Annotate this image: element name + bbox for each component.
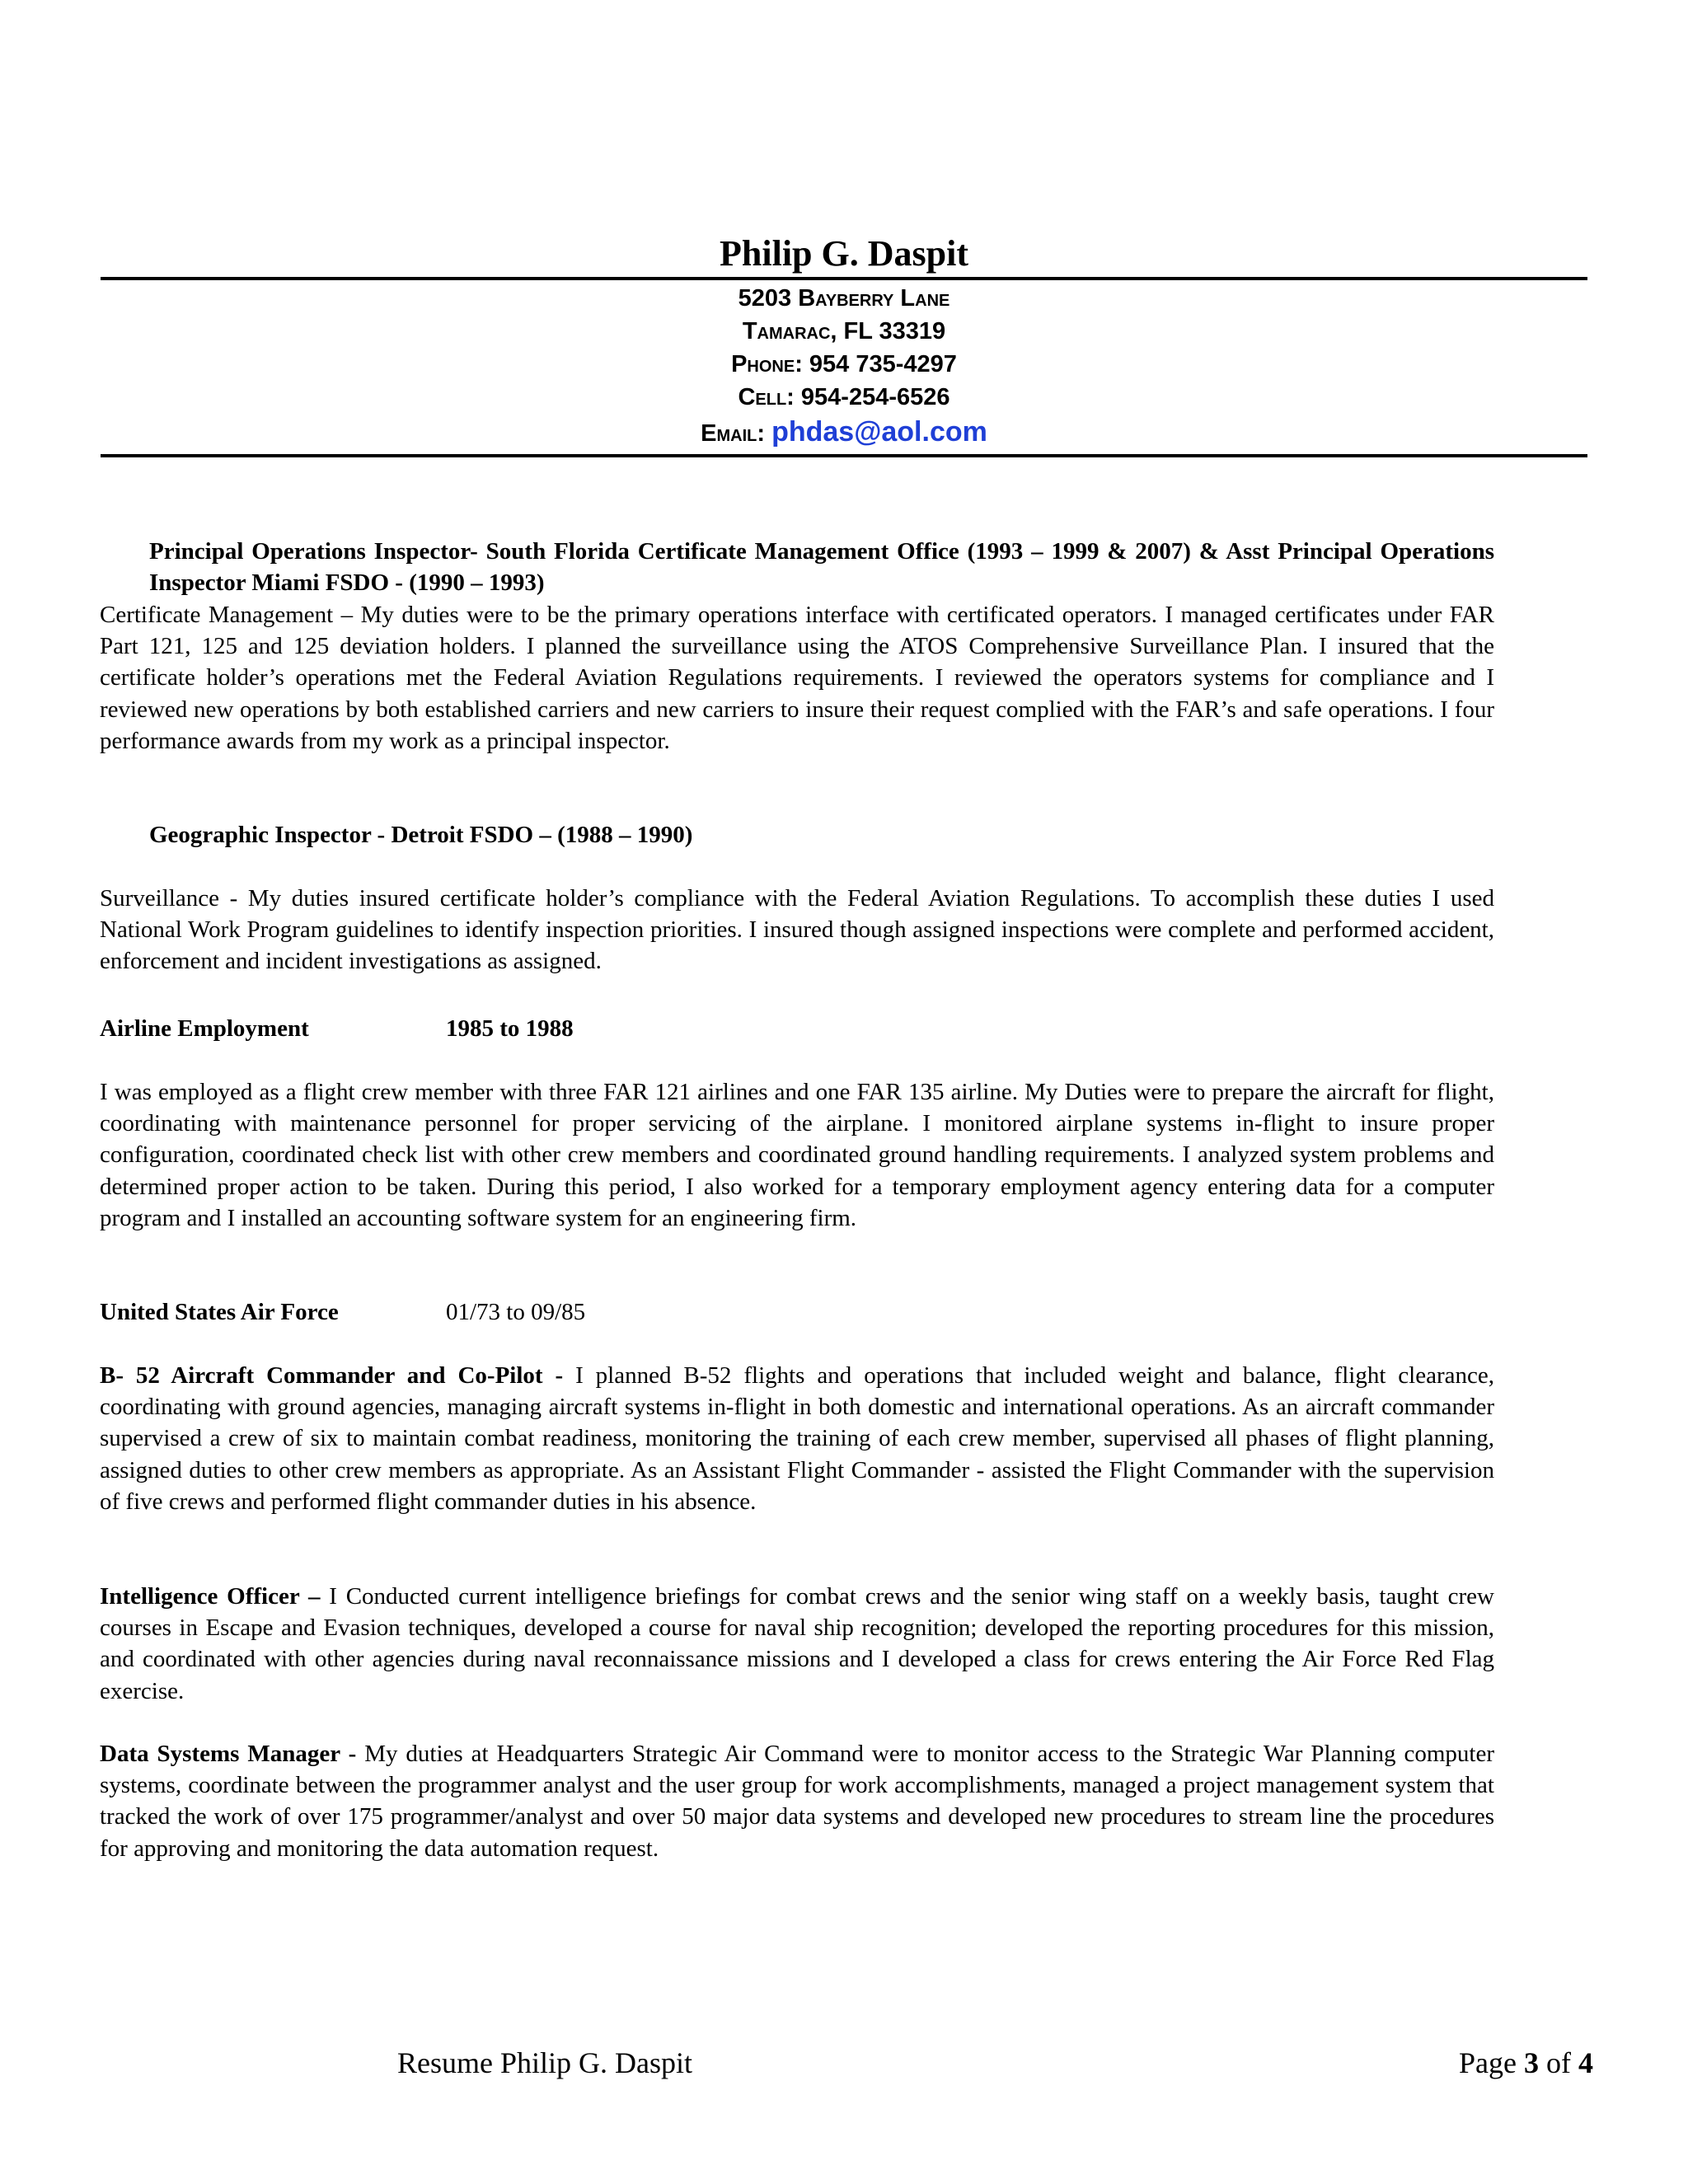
- email-label: Email:: [701, 420, 766, 447]
- b52-heading: B- 52 Aircraft Commander and Co-Pilot -: [100, 1362, 564, 1389]
- poi-heading: Principal Operations Inspector- South Florida Certificate Management Office (1993 – 1999 & 2007) & Asst Principal Operations Inspector Miami FSDO - (1990 – 1993): [149, 538, 1494, 597]
- intel-description: I Conducted current intelligence briefings for combat crews and the senior wing staff on a weekly basis, taught crew courses in Escape and Evasion techniques, developed a course for naval ship recognition; developed the reporting procedures for this mission, and coordinated with other agencies during naval reconnaissance missions and I developed a class for crews entering the Air Force Red Flag exercise.: [100, 1583, 1494, 1704]
- email-line: [0, 418, 1688, 448]
- header-bottom-rule: [101, 454, 1587, 457]
- address-line-1: 5203 Bayberry Lane: [738, 285, 950, 312]
- intel-entry: [100, 1581, 1494, 1707]
- airline-description: I was employed as a flight crew member with three FAR 121 airlines and one FAR 135 airline. My Duties were to prepare the aircraft for flight, coordinating with maintenance personnel for proper servicing of the airplane. I monitored airplane systems in-flight to insure proper configuration, coordinated check list with other crew members and coordinated ground handling requirements. I analyzed system problems and determined proper action to be taken. During this period, I also worked for a temporary employment agency entering data for a computer program and I installed an accounting software system for an engineering firm.: [100, 1079, 1494, 1231]
- data-systems-heading: Data Systems Manager -: [100, 1741, 357, 1767]
- airline-dates: 1985 to 1988: [446, 1015, 574, 1042]
- intel-heading: Intelligence Officer –: [100, 1583, 321, 1610]
- address-line-2: Tamarac, FL 33319: [742, 318, 946, 344]
- phone-label: Phone:: [731, 351, 803, 377]
- usaf-dates: 01/73 to 09/85: [446, 1299, 586, 1325]
- data-systems-description: My duties at Headquarters Strategic Air Command were to monitor access to the Strategic War Planning computer systems, coordinate between the programmer analyst and the user group for work accomplishments, managed a project management system that tracked the work of over 175 programmer/analyst and over 50 major data systems and developed new procedures to stream line the procedures for approving and monitoring the data automation request.: [100, 1741, 1494, 1862]
- phone-value: 954 735-4297: [809, 351, 957, 377]
- cell-value: 954-254-6526: [800, 384, 950, 410]
- total-pages: 4: [1578, 2046, 1593, 2079]
- current-page: 3: [1524, 2046, 1539, 2079]
- cell-label: Cell:: [738, 384, 795, 410]
- b52-entry: [100, 1360, 1494, 1517]
- data-systems-entry: [100, 1738, 1494, 1864]
- airline-label: Airline Employment: [100, 1015, 309, 1042]
- footer-title: Resume Philip G. Daspit: [397, 2046, 692, 2079]
- phone-line: [0, 350, 1688, 378]
- usaf-label: United States Air Force: [100, 1299, 339, 1325]
- header-top-rule: [101, 277, 1587, 280]
- page-title: Philip G. Daspit: [720, 233, 968, 274]
- poi-description: Certificate Management – My duties were to be the primary operations interface with certificated operators. I managed certificates under FAR Part 121, 125 and 125 deviation holders. I planned the surveillance using the ATOS Comprehensive Surveillance Plan. I insured that the certificate holder’s operations met the Federal Aviation Regulations requirements. I reviewed the operators systems for compliance and I reviewed new operations by both established carriers and new carriers to insure their request complied with the FAR’s and safe operations. I four performance awards from my work as a principal inspector.: [100, 602, 1494, 754]
- cell-line: [0, 383, 1688, 411]
- geo-heading: Geographic Inspector - Detroit FSDO – (1988 – 1990): [149, 822, 693, 848]
- page-number: Page 3 of 4: [1459, 2046, 1593, 2079]
- email-link[interactable]: phdas@aol.com: [771, 416, 987, 448]
- b52-description: I planned B-52 flights and operations that included weight and balance, flight clearance, coordinating with ground agencies, managing aircraft systems in-flight in both domestic and international operations. As an aircraft commander supervised a crew of six to maintain combat readiness, monitoring the training of each crew member, supervised all phases of flight planning, assigned duties to other crew members as appropriate. As an Assistant Flight Commander - assisted the Flight Commander with the supervision of five crews and performed flight commander duties in his absence.: [100, 1362, 1495, 1515]
- geo-description: Surveillance - My duties insured certificate holder’s compliance with the Federal Aviation Regulations. To accomplish these duties I used National Work Program guidelines to identify inspection priorities. I insured though assigned inspections were complete and performed accident, enforcement and incident investigations as assigned.: [100, 885, 1494, 975]
